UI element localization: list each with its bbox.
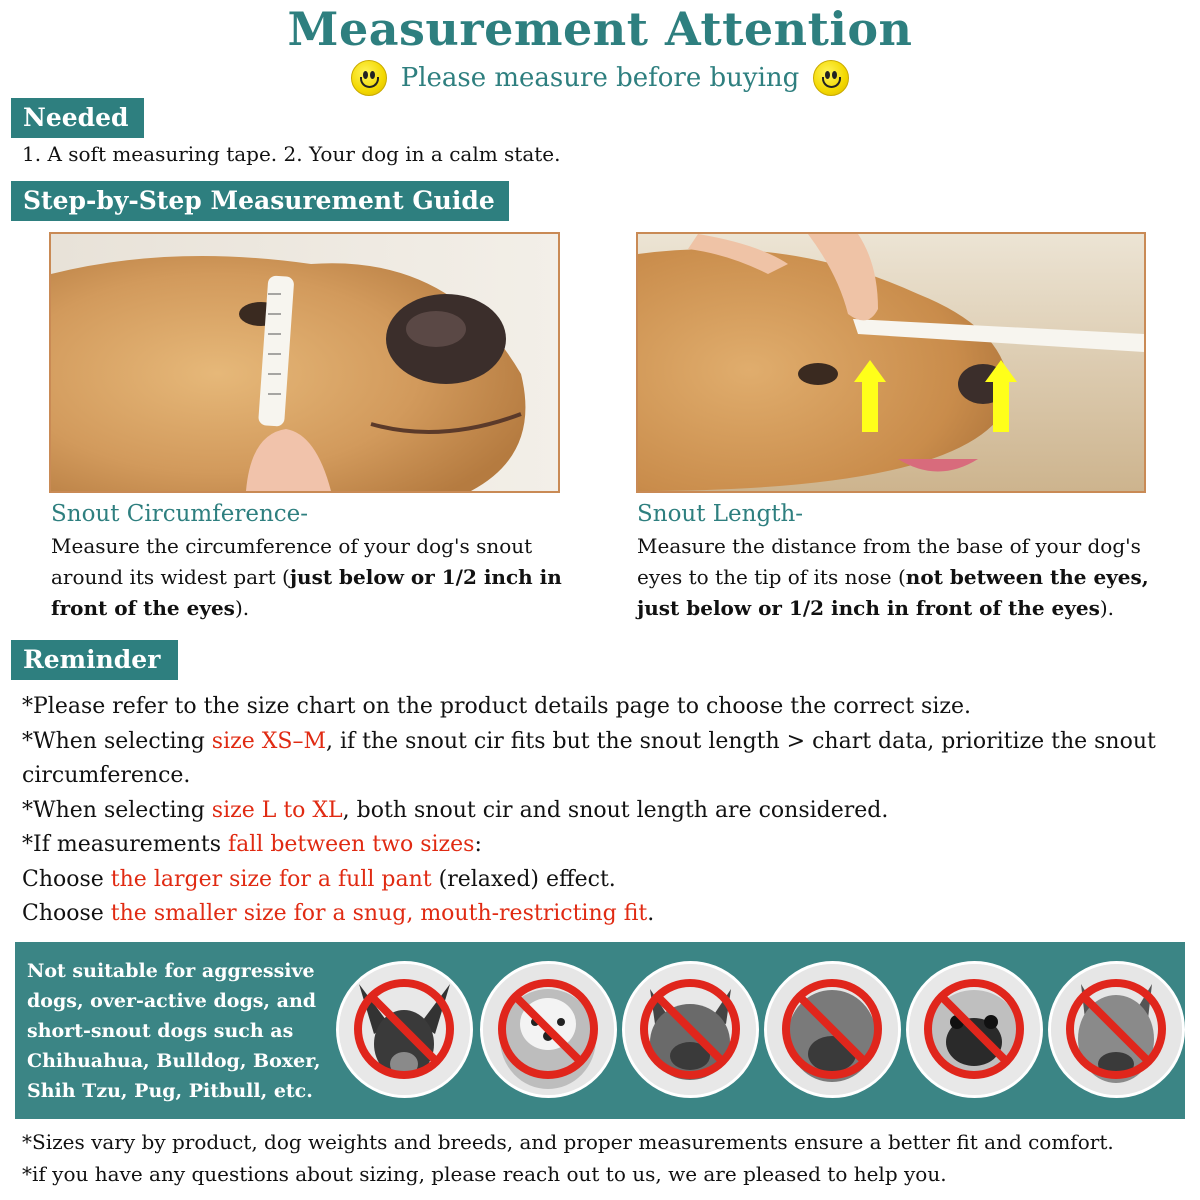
not-suitable-panel (15, 942, 1185, 1119)
snout-circumference-text: Measure the circumference of your dog's snout around its widest part (just below or 1/2 inch in front of the eyes). (51, 534, 562, 620)
snout-length-photo (636, 232, 1146, 493)
snout-length-title: Snout Length- (637, 501, 804, 527)
subtitle-row (0, 60, 1200, 96)
snout-length-text: Measure the distance from the base of your dog's eyes to the tip of its nose (not between the eyes, just below or 1/2 inch in front of the eyes). (637, 534, 1149, 620)
footer-notes (22, 1126, 1114, 1190)
chihuahua-prohibited-icon (336, 961, 473, 1098)
guide-heading: Step-by-Step Measurement Guide (11, 181, 509, 221)
snout-circumference-photo (49, 232, 560, 493)
bulldog-prohibited-icon (622, 961, 759, 1098)
reminder-heading: Reminder (11, 640, 178, 680)
pug-prohibited-icon (906, 961, 1043, 1098)
reminder-line: *When selecting size XS–M, if the snout cir fits but the snout length > chart data, prioritize the snout circumference. (22, 728, 1156, 788)
pitbull-prohibited-icon (1048, 961, 1185, 1098)
reminder-line: Choose the larger size for a full pant (relaxed) effect. (22, 866, 616, 892)
reminder-list (22, 690, 1182, 932)
reminder-line: *Please refer to the size chart on the product details page to choose the correct size. (22, 694, 971, 719)
not-suitable-text: Not suitable for aggressive dogs, over-active dogs, and short-snout dogs such as Chihuahua, Bulldog, Boxer, Shih Tzu, Pug, Pitbull, etc. (27, 960, 321, 1102)
shih-tzu-prohibited-icon (480, 961, 617, 1098)
smiley-icon (813, 60, 849, 96)
reminder-line: *When selecting size L to XL, both snout cir and snout length are considered. (22, 797, 889, 823)
footer-line: *Sizes vary by product, dog weights and breeds, and proper measurements ensure a better fit and comfort. (22, 1130, 1114, 1154)
snout-circumference-title: Snout Circumference- (51, 501, 309, 527)
smiley-icon (351, 60, 387, 96)
needed-heading: Needed (11, 98, 144, 138)
boxer-prohibited-icon (764, 961, 901, 1098)
reminder-line: Choose the smaller size for a snug, mouth-restricting fit. (22, 901, 655, 926)
page-title: Measurement Attention (287, 2, 913, 56)
reminder-line: *If measurements fall between two sizes: (22, 832, 482, 857)
footer-line: *if you have any questions about sizing, please reach out to us, we are pleased to help you. (22, 1162, 947, 1186)
page-subtitle: Please measure before buying (400, 63, 800, 93)
needed-text: 1. A soft measuring tape. 2. Your dog in a calm state. (22, 142, 561, 166)
